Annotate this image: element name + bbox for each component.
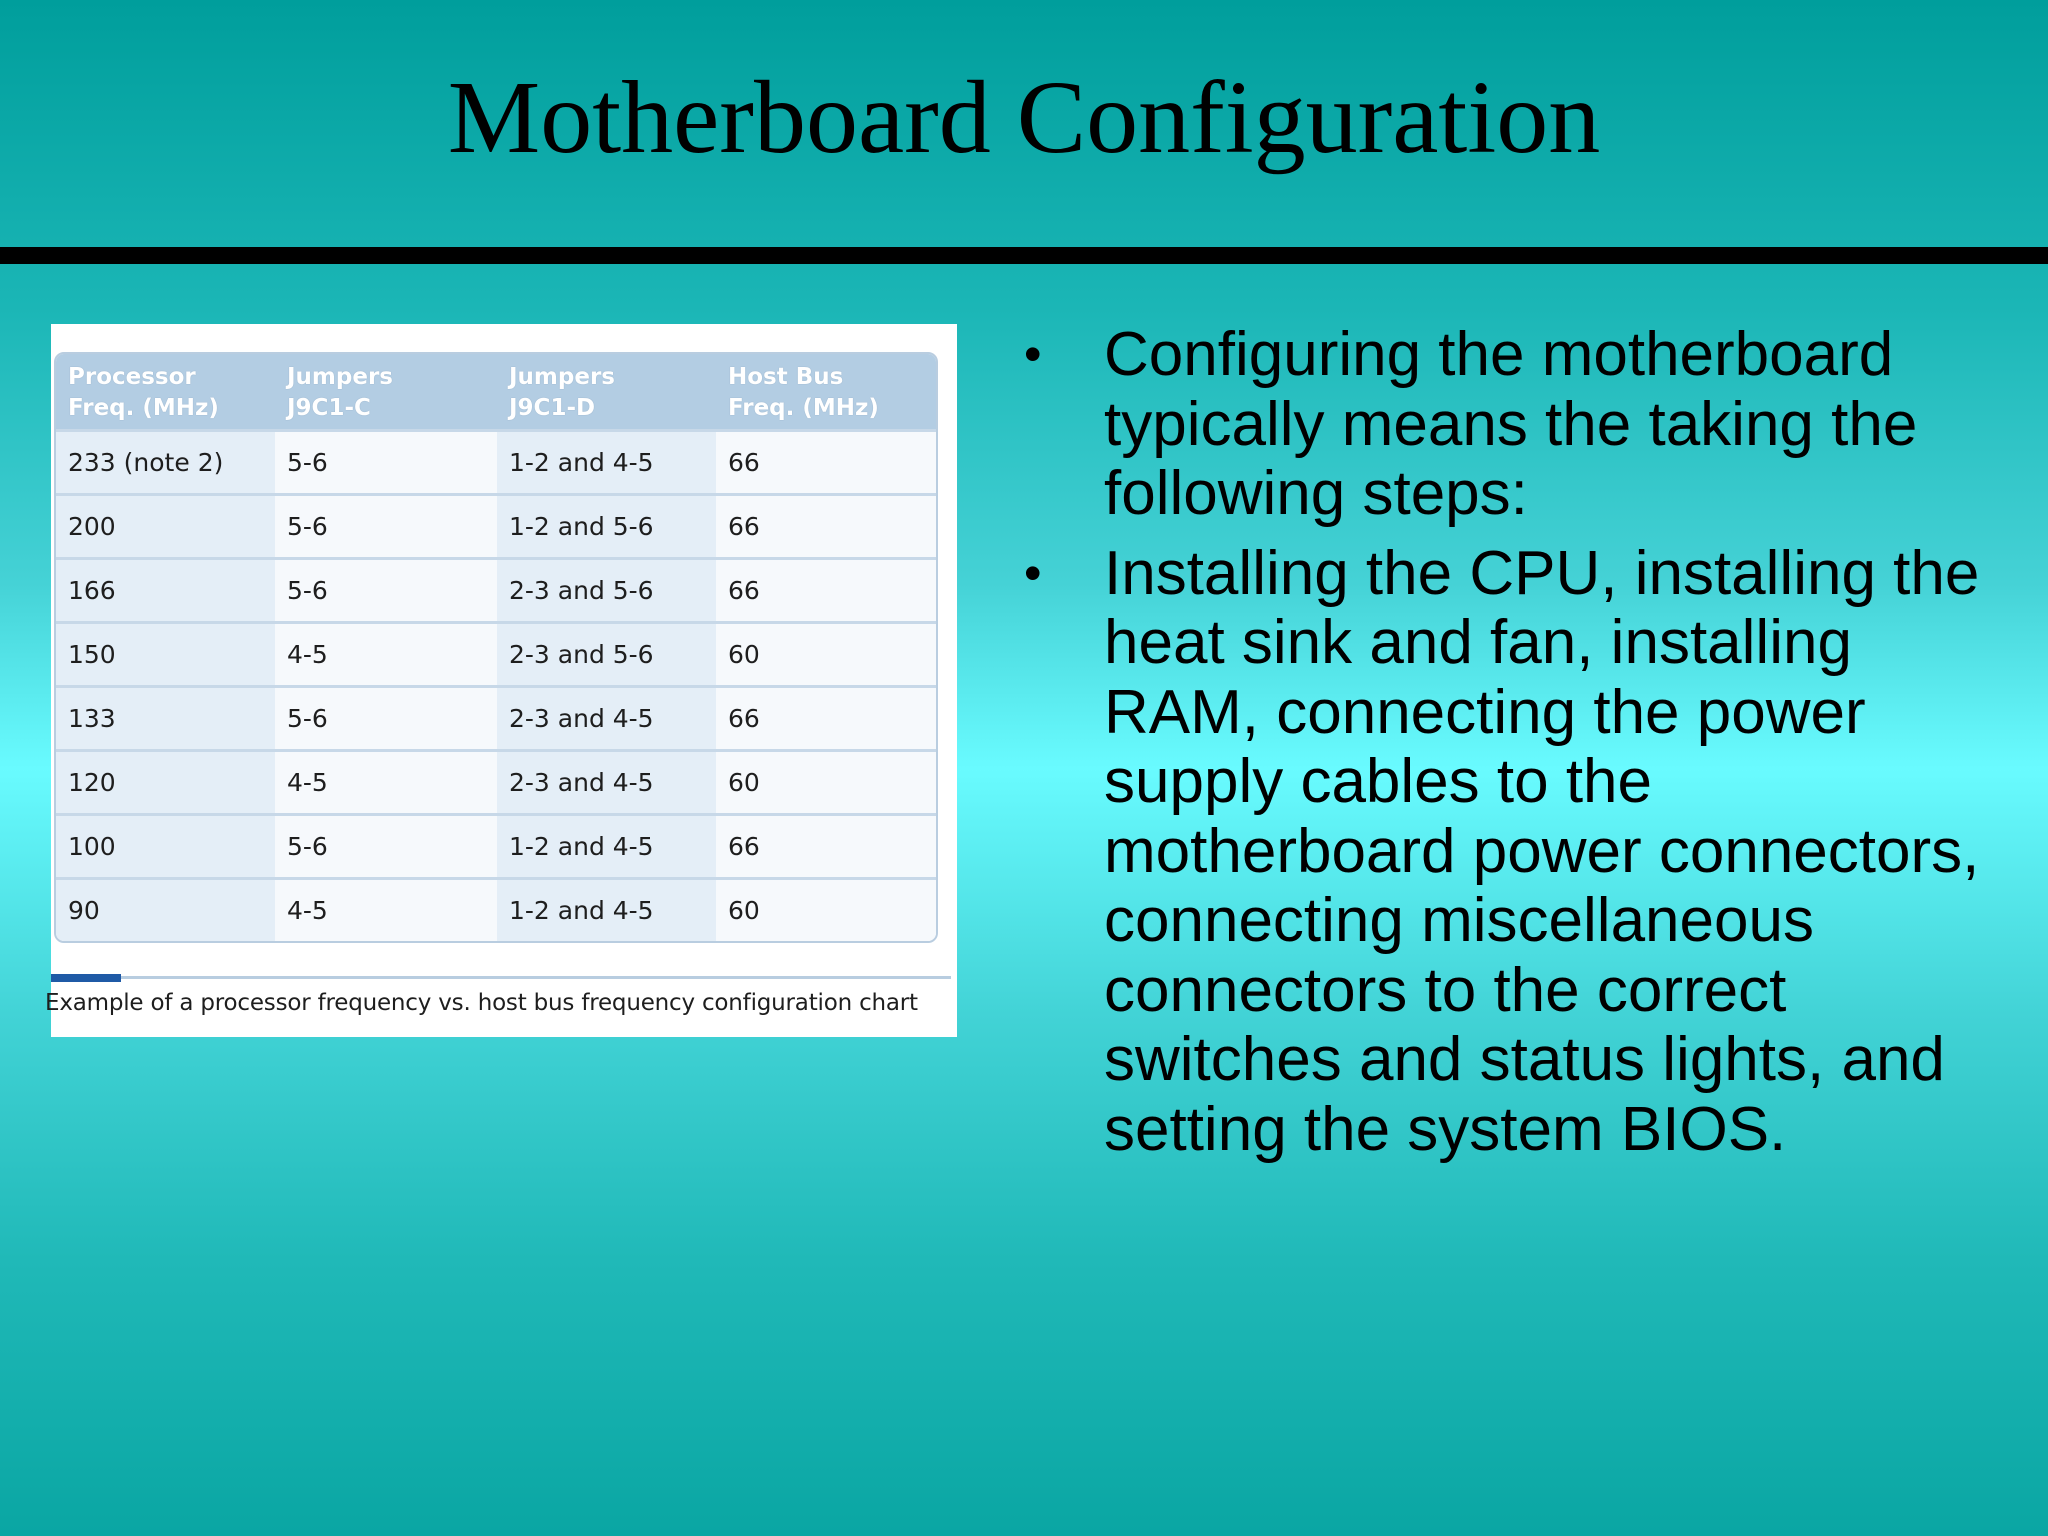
- configuration-chart-figure: [45, 324, 957, 1037]
- cell-processor-freq: 233 (note 2): [56, 429, 275, 493]
- bullet-list: [1020, 320, 2020, 1174]
- cell-processor-freq: 90: [56, 877, 275, 941]
- bullet-text: Installing the CPU, installing the heat sink and fan, installing RAM, connecting the power supply cables to the motherboard power connectors, connecting miscellaneous connectors to the correct switches and status lights, and setting the system BIOS.: [1104, 538, 1980, 1164]
- cell-jumper-d: 2-3 and 5-6: [497, 621, 716, 685]
- cell-host-bus-freq: 66: [716, 685, 936, 749]
- cell-jumper-c: 5-6: [275, 813, 497, 877]
- bullet-item: [1020, 539, 2020, 1165]
- figure-caption: Example of a processor frequency vs. host bus frequency configuration chart: [45, 990, 918, 1016]
- cell-host-bus-freq: 66: [716, 813, 936, 877]
- title-divider: [0, 247, 2048, 264]
- caption-accent-bar: [51, 974, 121, 982]
- cell-jumper-c: 5-6: [275, 493, 497, 557]
- cell-jumper-d: 2-3 and 4-5: [497, 685, 716, 749]
- table-row: [56, 557, 936, 621]
- cell-host-bus-freq: 60: [716, 877, 936, 941]
- cell-jumper-c: 5-6: [275, 557, 497, 621]
- cell-processor-freq: 200: [56, 493, 275, 557]
- caption-divider: [51, 976, 951, 979]
- jumper-settings-table: [54, 352, 938, 943]
- cell-host-bus-freq: 60: [716, 621, 936, 685]
- cell-processor-freq: 120: [56, 749, 275, 813]
- bullet-marker: •: [1024, 544, 1042, 601]
- cell-jumper-d: 1-2 and 4-5: [497, 429, 716, 493]
- bullet-text: Configuring the motherboard typically means the taking the following steps:: [1104, 320, 1918, 528]
- cell-jumper-d: 2-3 and 5-6: [497, 557, 716, 621]
- cell-host-bus-freq: 66: [716, 557, 936, 621]
- header-jumpers-d: Jumpers J9C1-D: [497, 354, 716, 429]
- cell-jumper-d: 1-2 and 4-5: [497, 877, 716, 941]
- cell-jumper-c: 5-6: [275, 429, 497, 493]
- header-host-bus-freq: Host Bus Freq. (MHz): [716, 354, 936, 429]
- cell-processor-freq: 133: [56, 685, 275, 749]
- table-row: [56, 813, 936, 877]
- table-header-row: [56, 354, 936, 429]
- bullet-item: [1020, 320, 2020, 529]
- cell-processor-freq: 166: [56, 557, 275, 621]
- table-row: [56, 685, 936, 749]
- header-processor-freq: Processor Freq. (MHz): [56, 354, 275, 429]
- bullet-marker: •: [1024, 326, 1042, 382]
- header-jumpers-c: Jumpers J9C1-C: [275, 354, 497, 429]
- cell-jumper-c: 4-5: [275, 877, 497, 941]
- cell-jumper-d: 1-2 and 5-6: [497, 493, 716, 557]
- cell-processor-freq: 100: [56, 813, 275, 877]
- table-row: [56, 877, 936, 941]
- cell-processor-freq: 150: [56, 621, 275, 685]
- jumper-table-container: [54, 352, 938, 1352]
- table-row: [56, 493, 936, 557]
- table-row: [56, 621, 936, 685]
- cell-jumper-d: 2-3 and 4-5: [497, 749, 716, 813]
- cell-jumper-c: 4-5: [275, 621, 497, 685]
- table-row: [56, 429, 936, 493]
- cell-host-bus-freq: 66: [716, 493, 936, 557]
- table-row: [56, 749, 936, 813]
- cell-host-bus-freq: 60: [716, 749, 936, 813]
- cell-jumper-c: 5-6: [275, 685, 497, 749]
- slide-title: Motherboard Configuration: [447, 60, 1601, 175]
- cell-jumper-d: 1-2 and 4-5: [497, 813, 716, 877]
- cell-host-bus-freq: 66: [716, 429, 936, 493]
- cell-jumper-c: 4-5: [275, 749, 497, 813]
